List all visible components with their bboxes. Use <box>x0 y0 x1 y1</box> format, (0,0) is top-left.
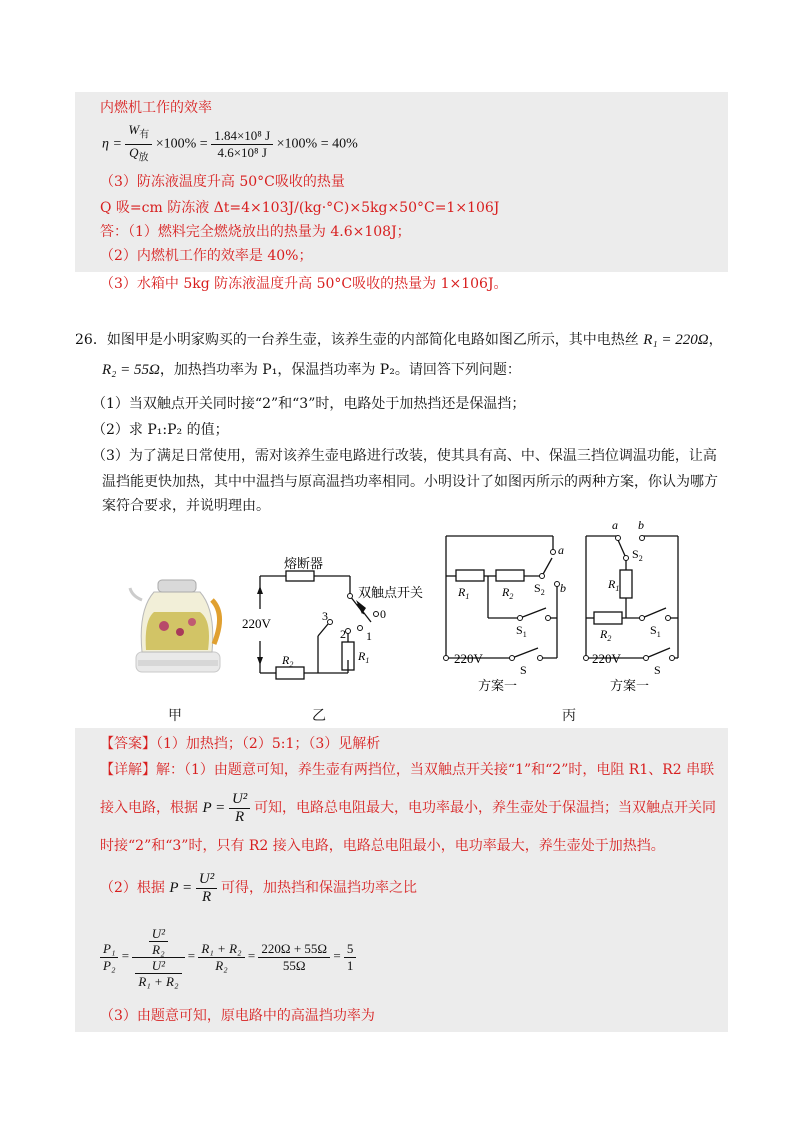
circuit-yi <box>238 556 438 686</box>
subquestion-3a: （3）为了满足日常使用，需对该养生壶电路进行改装，使其具有高、中、保温三挡位调温功能，让高 <box>92 448 717 464</box>
w-sym: W <box>128 122 140 137</box>
ratio-p2: P₂ <box>103 957 116 973</box>
eta-lhs: η = <box>102 136 122 152</box>
p-sym-2: P = <box>169 880 193 896</box>
voltage-label-yi: 220V <box>242 616 271 631</box>
detail-line-e: （3）由题意可知，原电路中的高温挡功率为 <box>100 1008 375 1024</box>
subquestion-3c: 案符合要求，并说明理由。 <box>102 498 270 514</box>
subquestion-2: （2）求 P₁:P₂ 的值； <box>92 422 229 438</box>
ratio-sum: R₁ + R₂ <box>198 941 244 958</box>
ratio-r1r2: R₁ + R₂ <box>138 973 179 989</box>
detail-line-c: 时接“2”和“3”时，只有 R2 接入电路，电路总电阻最小，电功率最大，养生壶处于加热挡。 <box>100 838 665 854</box>
question-text-1: 26．如图甲是小明家购买的一台养生壶，该养生壶的内部简化电路如图乙所示，其中电热丝 <box>75 332 639 348</box>
efficiency-result: ×100% = 40% <box>276 136 358 152</box>
ratio-bottom <box>132 958 184 989</box>
ratio-1: 1 <box>346 957 354 973</box>
caption-yi: 乙 <box>312 708 326 724</box>
contact-0: 0 <box>380 607 386 621</box>
question-text-2: ，加热挡功率为 P₁，保温挡功率为 P₂。请回答下列问题： <box>159 362 521 378</box>
subquestion-1: （1）当双触点开关同时接“2”和“3”时，电路处于加热挡还是保温挡； <box>92 396 526 412</box>
r-sym-1: R <box>235 809 245 826</box>
detail-d-prefix: （2）根据 <box>100 880 165 896</box>
detail-b-prefix: 接入电路，根据 <box>100 800 198 816</box>
caption-jia: 甲 <box>168 708 182 724</box>
top-line-6: （2）内燃机工作的效率是 40%； <box>100 248 313 264</box>
s1-s1-label: $S_1$ <box>516 623 527 639</box>
detail-line-d <box>100 868 417 908</box>
switch-label: 双触点开关 <box>358 585 424 600</box>
question-line-1 <box>75 330 723 350</box>
fuse-label: 熔断器 <box>284 556 324 571</box>
ratio-equation: $\frac{\text{P₁}}{\text{P₂}}$ = $\frac{\frac{\text{U²}}{\text{R₂}}}{\frac{\text{U²}}{\text{R₁ + R₂}}}$ = $\frac{\text{R₁ + R₂}}{\text{R₂}}$ = $\frac{220\Omega + 55\Omega}{55\Omega}$ = $\frac{5}{1}$ <box>100 916 356 996</box>
ratio-u2a: U² <box>149 926 168 942</box>
s1-a-label: a <box>558 543 564 557</box>
s2-a-label: a <box>612 518 618 532</box>
question-line-2 <box>102 360 521 380</box>
s2-s1-label: $S_1$ <box>650 623 661 639</box>
s1-s2-label: $S_2$ <box>534 581 545 597</box>
value-fraction <box>211 128 273 161</box>
power-formula-1 <box>202 791 254 826</box>
p-sym-1: P = <box>202 800 226 816</box>
yi-r1-label: $R_1$ <box>358 649 370 665</box>
s2-r1-label: $R_1$ <box>608 577 620 593</box>
ratio-r2: R₂ <box>152 941 165 957</box>
detail-d-suffix: 可得，加热挡和保温挡功率之比 <box>220 880 417 896</box>
s1-r1-label: $R_1$ <box>458 585 470 601</box>
s2-voltage: 220V <box>592 651 621 666</box>
numerator-value: 1.84×10⁸ J <box>211 128 273 145</box>
s2-s-label: S <box>654 663 661 677</box>
caption-bing: 丙 <box>562 708 576 724</box>
u2-1: U² <box>229 791 250 809</box>
s2-s2-label: $S_2$ <box>632 547 643 563</box>
yi-r2-label: $R_2$ <box>282 653 294 669</box>
scheme-2-caption: 方案一 <box>610 678 650 693</box>
ratio-u2b: U² <box>135 958 181 974</box>
ratio-p1: P₁ <box>100 941 118 958</box>
top-line-4: Q 吸=cm 防冻液 Δt=4×103J/(kg·°C)×5kg×50°C=1×106J <box>100 200 500 216</box>
efficiency-heading: 内燃机工作的效率 <box>100 100 212 116</box>
r2-expression: R₂ = 55Ω <box>102 362 160 378</box>
w-sub: 有 <box>139 129 150 141</box>
top-line-7: （3）水箱中 5kg 防冻液温度升高 50°C吸收的热量为 1×106J。 <box>100 276 508 292</box>
circuit-scheme-1 <box>438 528 578 698</box>
question-comma: ， <box>708 332 723 348</box>
q-sub: 放 <box>138 152 149 164</box>
s2-r2-label: $R_2$ <box>600 627 612 643</box>
times-100: ×100% = <box>155 136 208 152</box>
q-sym: Q <box>129 144 139 160</box>
answer-line: 【答案】（1）加热挡；（2）5:1；（3）见解析 <box>100 736 381 752</box>
top-line-3: （3）防冻液温度升高 50°C吸收的热量 <box>100 174 345 190</box>
detail-b-suffix: 可知，电路总电阻最大，电功率最小，养生壶处于保温挡；当双触点开关同 <box>254 800 717 816</box>
power-formula-2 <box>169 871 221 906</box>
detail-line-a: 【详解】解：（1）由题意可知，养生壶有两挡位，当双触点开关接“1”和“2”时，电阻 R1、R2 串联 <box>100 762 715 778</box>
ratio-vals: 220Ω + 55Ω <box>258 941 330 958</box>
contact-3: 3 <box>322 609 328 623</box>
r-sym-2: R <box>201 889 212 906</box>
detail-line-b <box>100 788 716 828</box>
ratio-5: 5 <box>344 941 357 958</box>
ratio-top <box>132 926 184 958</box>
ratio-r2b: R₂ <box>215 957 228 973</box>
s1-voltage: 220V <box>454 651 483 666</box>
s1-b-label: b <box>560 581 566 595</box>
top-line-5: 答：（1）燃料完全燃烧放出的热量为 4.6×108J； <box>100 224 411 240</box>
s2-b-label: b <box>638 518 644 532</box>
r1-expression: R₁ = 220Ω <box>643 332 709 348</box>
w-over-q <box>125 122 152 166</box>
denominator-value: 4.6×10⁸ J <box>217 144 267 160</box>
ratio-55: 55Ω <box>282 957 306 973</box>
contact-1: 1 <box>366 629 372 643</box>
kettle-illustration <box>128 570 228 676</box>
scheme-1-caption: 方案一 <box>478 678 518 693</box>
u2-2: U² <box>196 871 217 889</box>
efficiency-formula <box>102 122 358 162</box>
subquestion-3b: 温挡能更快加热，其中中温挡与原高温挡功率相同。小明设计了如图丙所示的两种方案，你认为哪方 <box>102 474 718 490</box>
circuit-scheme-2 <box>578 518 688 698</box>
s1-s-label: S <box>520 663 527 677</box>
contact-2: 2 <box>340 627 346 641</box>
s1-r2-label: $R_2$ <box>502 585 514 601</box>
